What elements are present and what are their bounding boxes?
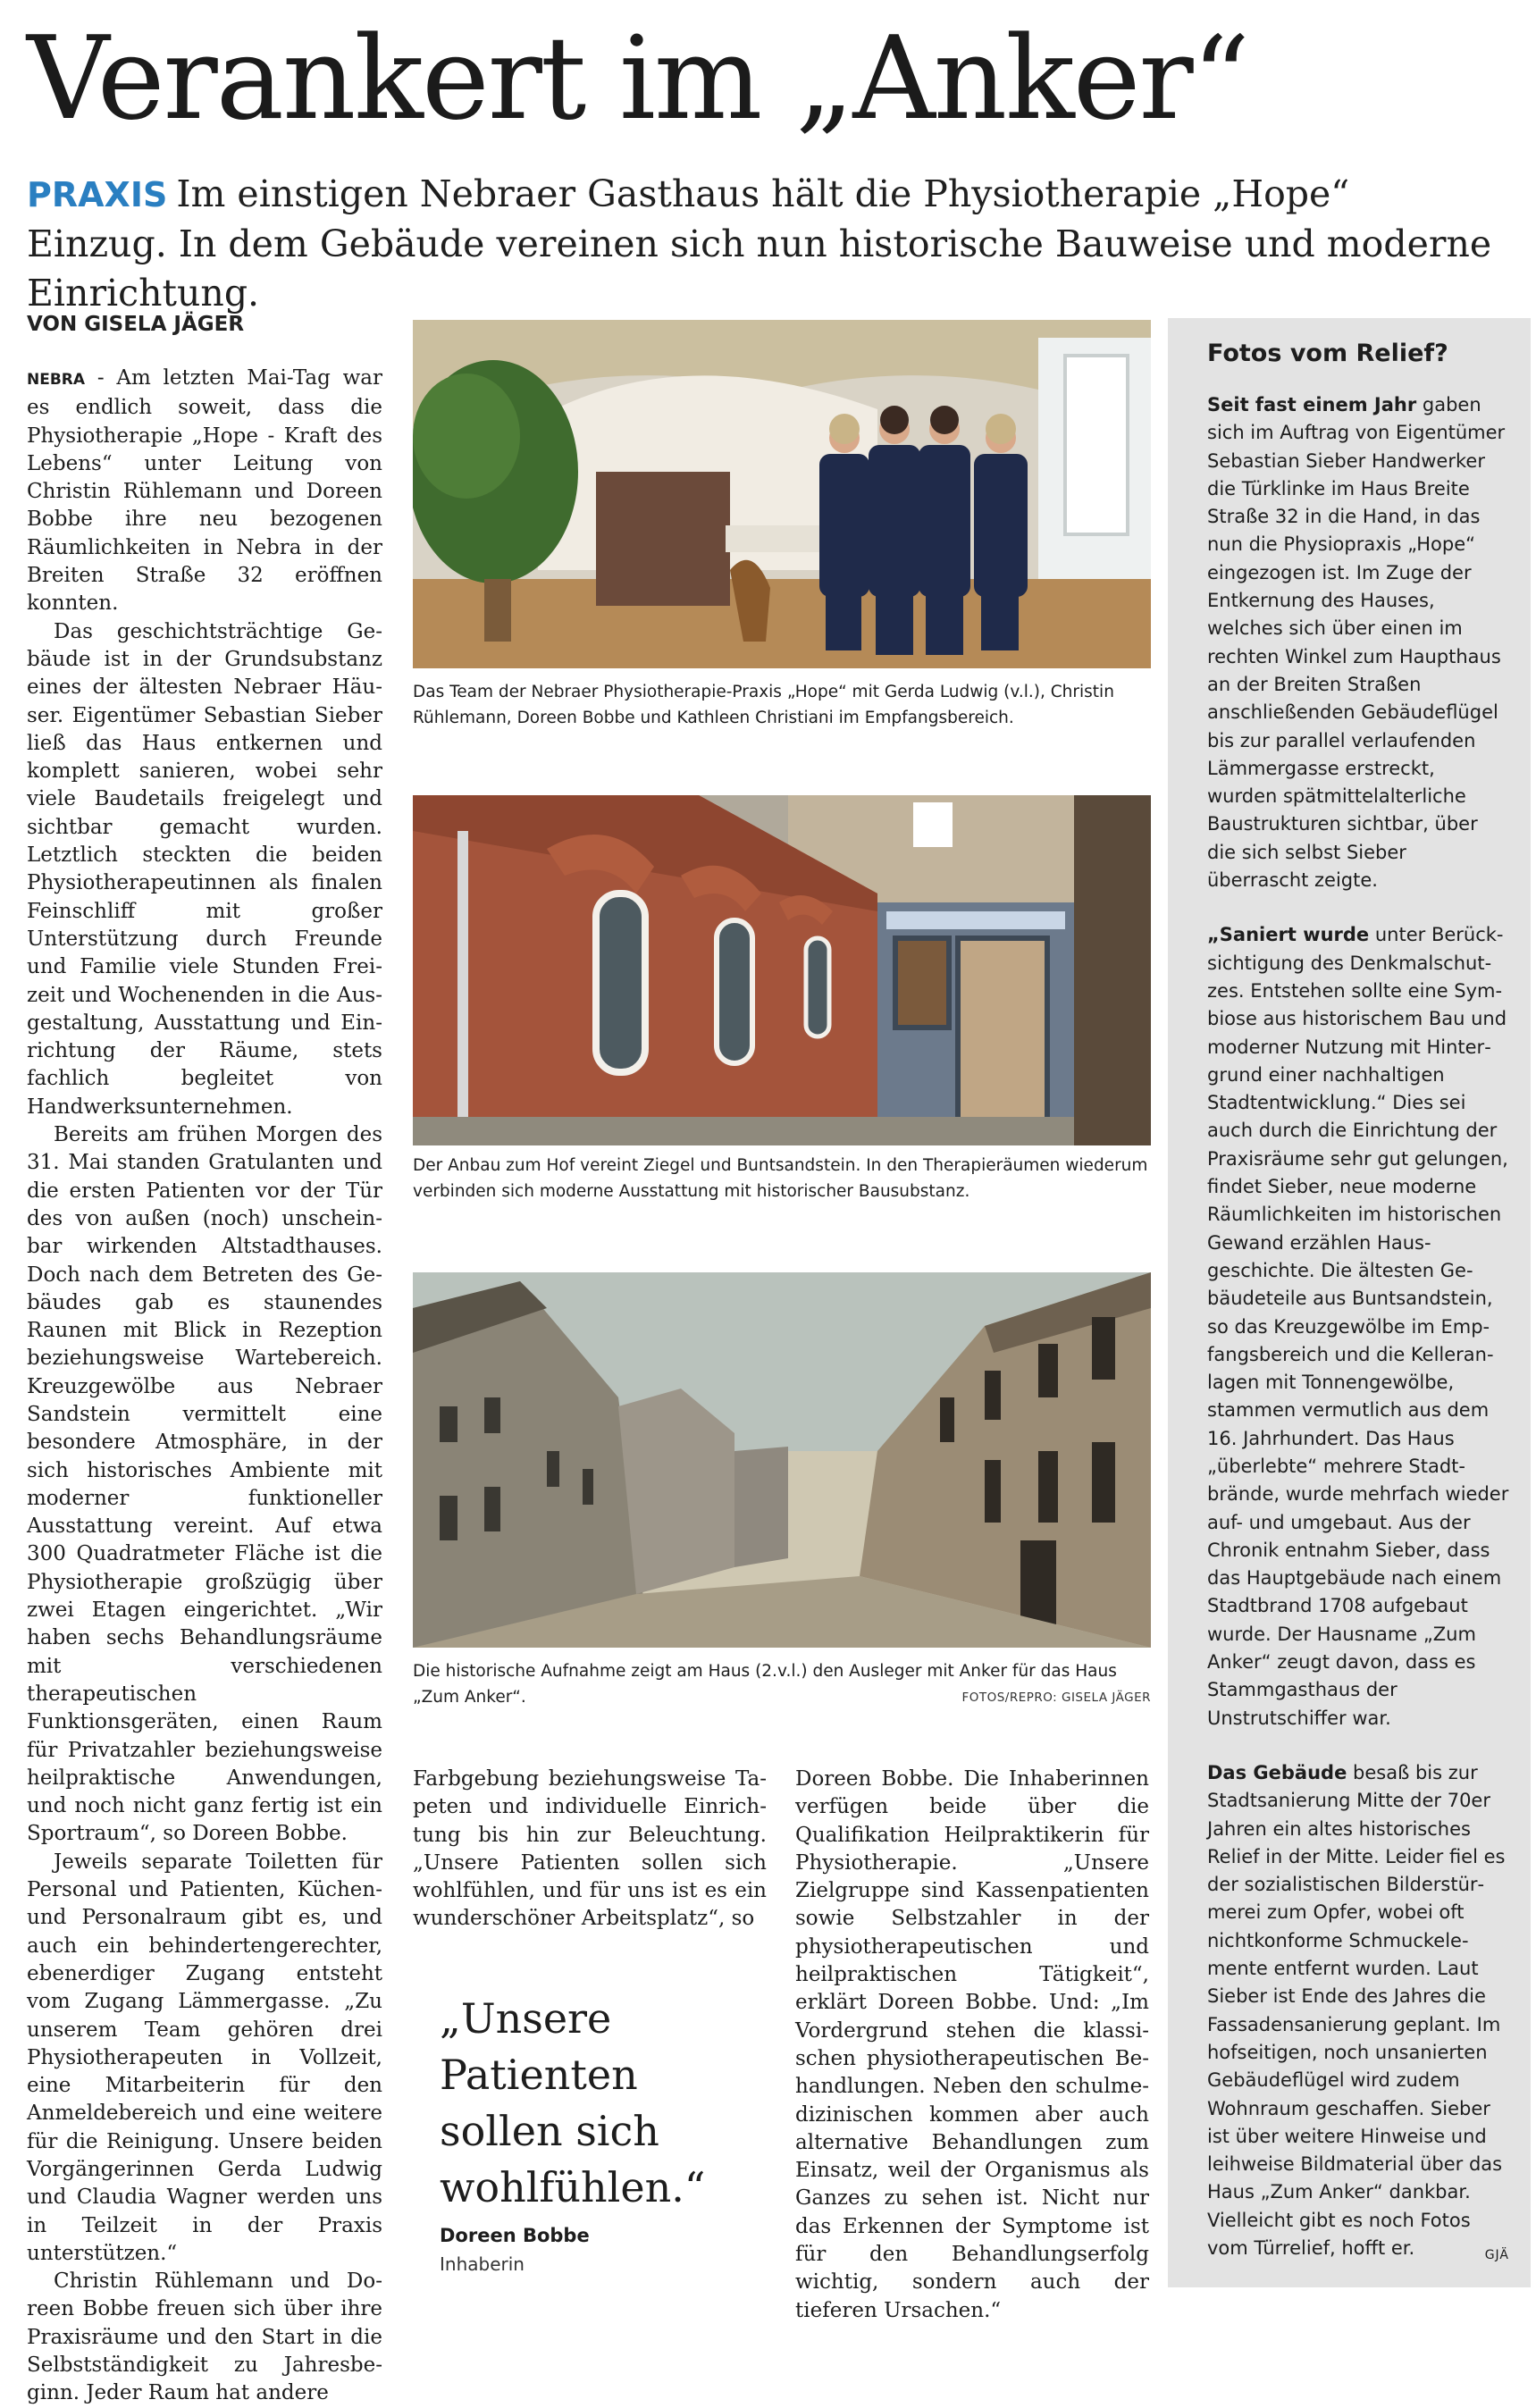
photo-caption: Die historische Aufnahme zeigt am Haus (2.v.l.) den Ausleger mit Anker für das Haus „Zum Anker“.	[413, 1662, 1117, 1707]
photo-courtyard	[413, 795, 1151, 1145]
photo-historic-street	[413, 1272, 1151, 1648]
photo-credit: FOTOS/REPRO: GISELA JÄGER	[961, 1691, 1151, 1705]
photo-caption: Der Anbau zum Hof vereint Ziegel und Buntsandstein. In den Therapieräumen wiederum verbinden sich moderne Ausstattung mit historischer Bausubstanz.	[413, 1156, 1148, 1201]
photo-team-reception	[413, 320, 1151, 668]
article-column-2	[413, 1766, 767, 1934]
article-column-3	[795, 1766, 1149, 2325]
sidebar-title: Fotos vom Relief?	[1207, 340, 1448, 367]
article-paragraph: NEBRA - Am letzten Mai-Tag war es endlich soweit, dass die Physiotherapie „Hope - Kraft des Lebens“ unter Leitung von Christin Rühlemann und Doreen Bobbe ihre neu bezogenen Räumlichkeiten in Nebra in der Breiten Straße 32 eröffnen konnten.	[27, 366, 382, 616]
article-paragraph: Christin Rühlemann und Doreen Bobbe freuen sich über ihre Praxisräume und den Start in die Selbstständigkeit zu Jahresbeginn. Jeder Raum hat andere	[27, 2270, 382, 2405]
deck-kicker: PRAXIS	[27, 175, 168, 214]
article-column-1	[27, 365, 382, 2408]
sidebar-box	[1168, 318, 1531, 2287]
article-paragraph: Das geschichtsträchtige Gebäude ist in der Grundsubstanz eines der ältesten Nebraer Häuser. Eigentümer Sebastian Sieber ließ das Haus entkernen und komplett sanieren, wobei sehr viele Baudetails freigelegt und sichtbar gemacht wurden. Letztlich steckten die beiden Physiotherapeutinnen als finalen Feinschliff mit großer Unterstützung durch Freunde und Familie viele Stunden Freizeit und Wochenenden in die Ausgestaltung, Ausstattung und Einrichtung der Räume, stets fachlich begleitet von Handwerksunternehmen.	[27, 619, 382, 1119]
deck-text: Im einstigen Nebraer Gasthaus hält die Physiotherapie „Hope“ Einzug. In dem Gebäude vereinen sich nun historische Bauweise und moderne Einrichtung.	[27, 172, 1492, 315]
article-paragraph: Farbgebung beziehungsweise Tapeten und individuelle Einrichtung bis hin zur Beleuchtung. „Unsere Patienten sollen sich wohlfühlen, und für uns ist es ein wunderschöner Arbeitsplatz“, so	[413, 1767, 767, 1931]
sidebar-paragraph: Das Gebäude besaß bis zur Stadtsanierung Mitte der 70er Jahren ein altes historisches Relief in der Mitte. Leider fiel es der sozialistischen Bilderstürmerei zum Opfer, wobei oft nichtkonforme Schmuckelemente entfernt wurden. Laut Sieber ist Ende des Jahres die Fassadensanierung geplant. Im hofseitigen, noch unsanierten Gebäudeflügel wird zudem Wohnraum geschaffen. Sieber ist über weitere Hinweise und leihweise Bildmaterial über das Haus „Zum Anker“ dankbar. Vielleicht gibt es noch Fotos vom Türrelief, hofft er. GJÄ	[1207, 1759, 1509, 2262]
sidebar-paragraph: „Saniert wurde unter Berücksichtigung des Denkmalschutzes. Entstehen sollte eine Symbiose aus historischem Bau und moderner Nutzung mit Hintergrund einer nachhaltigen Stadtentwicklung.“ Dies sei auch durch die Einrichtung der Praxisräume sehr gut gelungen, findet Sieber, neue moderne Räumlichkeiten im historischen Gewand erzählen Hausgeschichte. Die ältesten Gebäudeteile aus Buntsandstein, so das Kreuzgewölbe im Empfangsbereich und die Kelleranlagen mit Tonnengewölbe, stammen vermutlich aus dem 16. Jahrhundert. Das Haus „überlebte“ mehrere Stadtbrände, wurde mehrfach wieder auf- und umgebaut. Aus der Chronik entnahm Sieber, dass das Hauptgebäude nach einem Stadtbrand 1708 aufgebaut wurde. Der Hausname „Zum Anker“ zeugt davon, dass es Stammgasthaus der Unstrutschiffer war.	[1207, 924, 1509, 1729]
article-paragraph: Bereits am frühen Morgen des 31. Mai standen Gratulanten und die ersten Patienten vor der Tür des von außen (noch) unscheinbar wirkenden Altstadthauses. Doch nach dem Betreten des Gebäudes gab es staunendes Raunen mit Blick in Rezeption beziehungsweise Wartebereich. Kreuzgewölbe aus Nebraer Sandstein vermittelt eine besondere Atmosphäre, in der sich historisches Ambiente mit moderner funktioneller Ausstattung vereint. Auf etwa 300 Quadratmeter Fläche ist die Physiotherapie großzügig über zwei Etagen eingerichtet. „Wir haben sechs Behandlungsräume mit verschiedenen therapeutischen Funktionsgeräten, einen Raum für Privatzahler beziehungsweise heilpraktische Anwendungen, und noch nicht ganz fertig ist ein Sportraum“, so Doreen Bobbe.	[27, 1123, 382, 1846]
photo-caption: Das Team der Nebraer Physiotherapie-Praxis „Hope“ mit Gerda Ludwig (v.l.), Christin Rühlemann, Doreen Bobbe und Kathleen Christiani im Empfangsbereich.	[413, 683, 1114, 727]
sidebar-paragraph: Seit fast einem Jahr gaben sich im Auftrag von Eigentümer Sebastian Sieber Handwerker die Türklinke im Haus Breite Straße 32 in die Hand, in das nun die Physiopraxis „Hope“ eingezogen ist. Im Zuge der Entkernung des Hauses, welches sich über einen im rechten Winkel zum Haupthaus an der Breiten Straßen anschließenden Gebäudeflügel bis zur parallel verlaufenden Lämmergasse erstreckt, wurden spätmittelalterliche Baustrukturen sichtbar, über die sich selbst Sieber überrascht zeigte.	[1207, 394, 1506, 892]
pull-quote-name: Doreen Bobbe	[440, 2225, 590, 2246]
byline: VON GISELA JÄGER	[27, 313, 245, 336]
pull-quote-role: Inhaberin	[440, 2253, 525, 2275]
article-paragraph: Doreen Bobbe. Die Inhaberinnen verfügen beide über die Qualifikation Heilpraktikerin für Physiotherapie. „Unsere Zielgruppe sind Kassenpatienten sowie Selbstzahler in der physiotherapeutischen und heilpraktischen Tätigkeit“, erklärt Doreen Bobbe. Und: „Im Vordergrund stehen die klassischen physiotherapeutischen Behandlungen. Neben den schulmedizinischen kommen aber auch alternative Behandlungen zum Einsatz, weil der Organismus als Ganzes zu sehen ist. Nicht nur das Erkennen der Symptome ist für den Behandlungserfolg wichtig, sondern auch der tieferen Ursachen.“	[795, 1767, 1149, 2322]
deck	[27, 170, 1501, 318]
article-paragraph: Jeweils separate Toiletten für Personal und Patienten, Küchen- und Personalraum gibt es, und auch ein behindertengerechter, ebenerdiger Zugang entsteht vom Zugang Lämmergasse. „Zu unserem Team gehören drei Physiotherapeuten in Vollzeit, eine Mitarbeiterin für den Anmeldebereich und eine weitere für die Reinigung. Unsere beiden Vorgängerinnen Gerda Ludwig und Claudia Wagner werden uns in Teilzeit in der Praxis unterstützen.“	[27, 1850, 382, 2265]
sidebar-signature: GJÄ	[1484, 2248, 1509, 2262]
headline: Verankert im „Anker“	[27, 13, 1249, 146]
dateline: NEBRA	[27, 371, 86, 389]
pull-quote: „Unsere Patienten sollen sich wohlfühlen.“	[440, 1994, 706, 2211]
